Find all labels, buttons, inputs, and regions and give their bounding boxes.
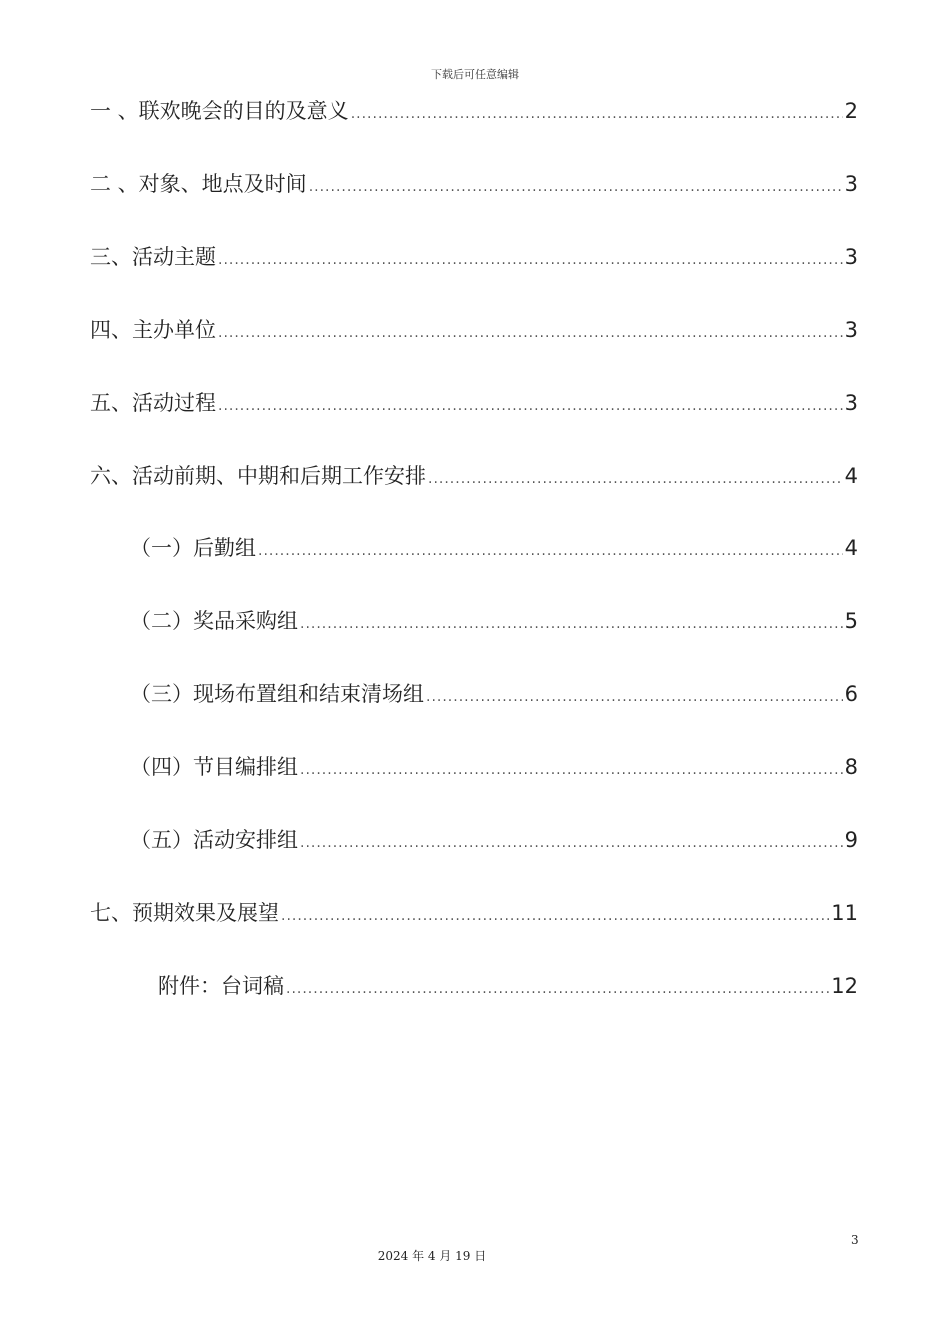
toc-entry-label: 六、活动前期、中期和后期工作安排 (90, 464, 426, 488)
toc-dot-leader (300, 828, 843, 858)
toc-dot-leader (218, 391, 843, 421)
footer-date: 2024 年 4 月 19 日 (377, 1249, 487, 1263)
toc-entry-label: （一）后勤组 (130, 536, 256, 560)
toc-entry-label: （五）活动安排组 (130, 828, 298, 852)
toc-entry[interactable] (90, 315, 858, 345)
toc-subentry[interactable] (130, 825, 858, 855)
toc-dot-leader (428, 464, 843, 494)
toc-entry-page: 3 (844, 172, 858, 196)
toc-entry-label: 五、活动过程 (90, 391, 216, 415)
toc-entry-label: 一 、联欢晚会的目的及意义 (90, 99, 349, 123)
toc-entry-page: 4 (844, 536, 858, 560)
toc-entry[interactable] (90, 461, 858, 491)
toc-entry-label: 七、预期效果及展望 (90, 901, 279, 925)
toc-entry-page: 6 (844, 682, 858, 706)
toc-entry-page: 4 (844, 464, 858, 488)
toc-subentry[interactable] (130, 752, 858, 782)
toc-entry-page: 3 (844, 245, 858, 269)
toc-subentry[interactable] (130, 606, 858, 636)
toc-dot-leader (300, 609, 843, 639)
toc-appendix-entry[interactable] (158, 971, 858, 1001)
toc-entry[interactable] (90, 242, 858, 272)
toc-entry-page: 3 (844, 391, 858, 415)
toc-entry-label: 二 、对象、地点及时间 (90, 172, 307, 196)
toc-entry-page: 11 (831, 901, 858, 925)
toc-dot-leader (258, 536, 843, 566)
toc-dot-leader (218, 245, 843, 275)
toc-entry[interactable] (90, 169, 858, 199)
toc-entry[interactable] (90, 388, 858, 418)
toc-entry-page: 3 (844, 318, 858, 342)
toc-dot-leader (218, 318, 843, 348)
toc-entry-page: 8 (844, 755, 858, 779)
toc-entry-page: 5 (844, 609, 858, 633)
page-number: 3 (851, 1233, 859, 1247)
toc-entry-page: 12 (831, 974, 858, 998)
toc-dot-leader (281, 901, 829, 931)
toc-entry-label: 三、活动主题 (90, 245, 216, 269)
toc-subentry[interactable] (130, 533, 858, 563)
toc-entry-label: 附件：台词稿 (158, 974, 284, 998)
toc-dot-leader (286, 974, 829, 1004)
toc-subentry[interactable] (130, 679, 858, 709)
toc-dot-leader (300, 755, 843, 785)
toc-dot-leader (309, 172, 843, 202)
toc-entry-page: 2 (844, 99, 858, 123)
toc-dot-leader (426, 682, 843, 712)
toc-entry-label: （三）现场布置组和结束清场组 (130, 682, 424, 706)
toc-entry-label: （四）节目编排组 (130, 755, 298, 779)
page-header: 下载后可任意编辑 (431, 68, 519, 81)
toc-dot-leader (351, 99, 843, 129)
toc-entry[interactable] (90, 96, 858, 126)
toc-entry-label: （二）奖品采购组 (130, 609, 298, 633)
toc-entry-label: 四、主办单位 (90, 318, 216, 342)
toc-entry[interactable] (90, 898, 858, 928)
toc-entry-page: 9 (844, 828, 858, 852)
